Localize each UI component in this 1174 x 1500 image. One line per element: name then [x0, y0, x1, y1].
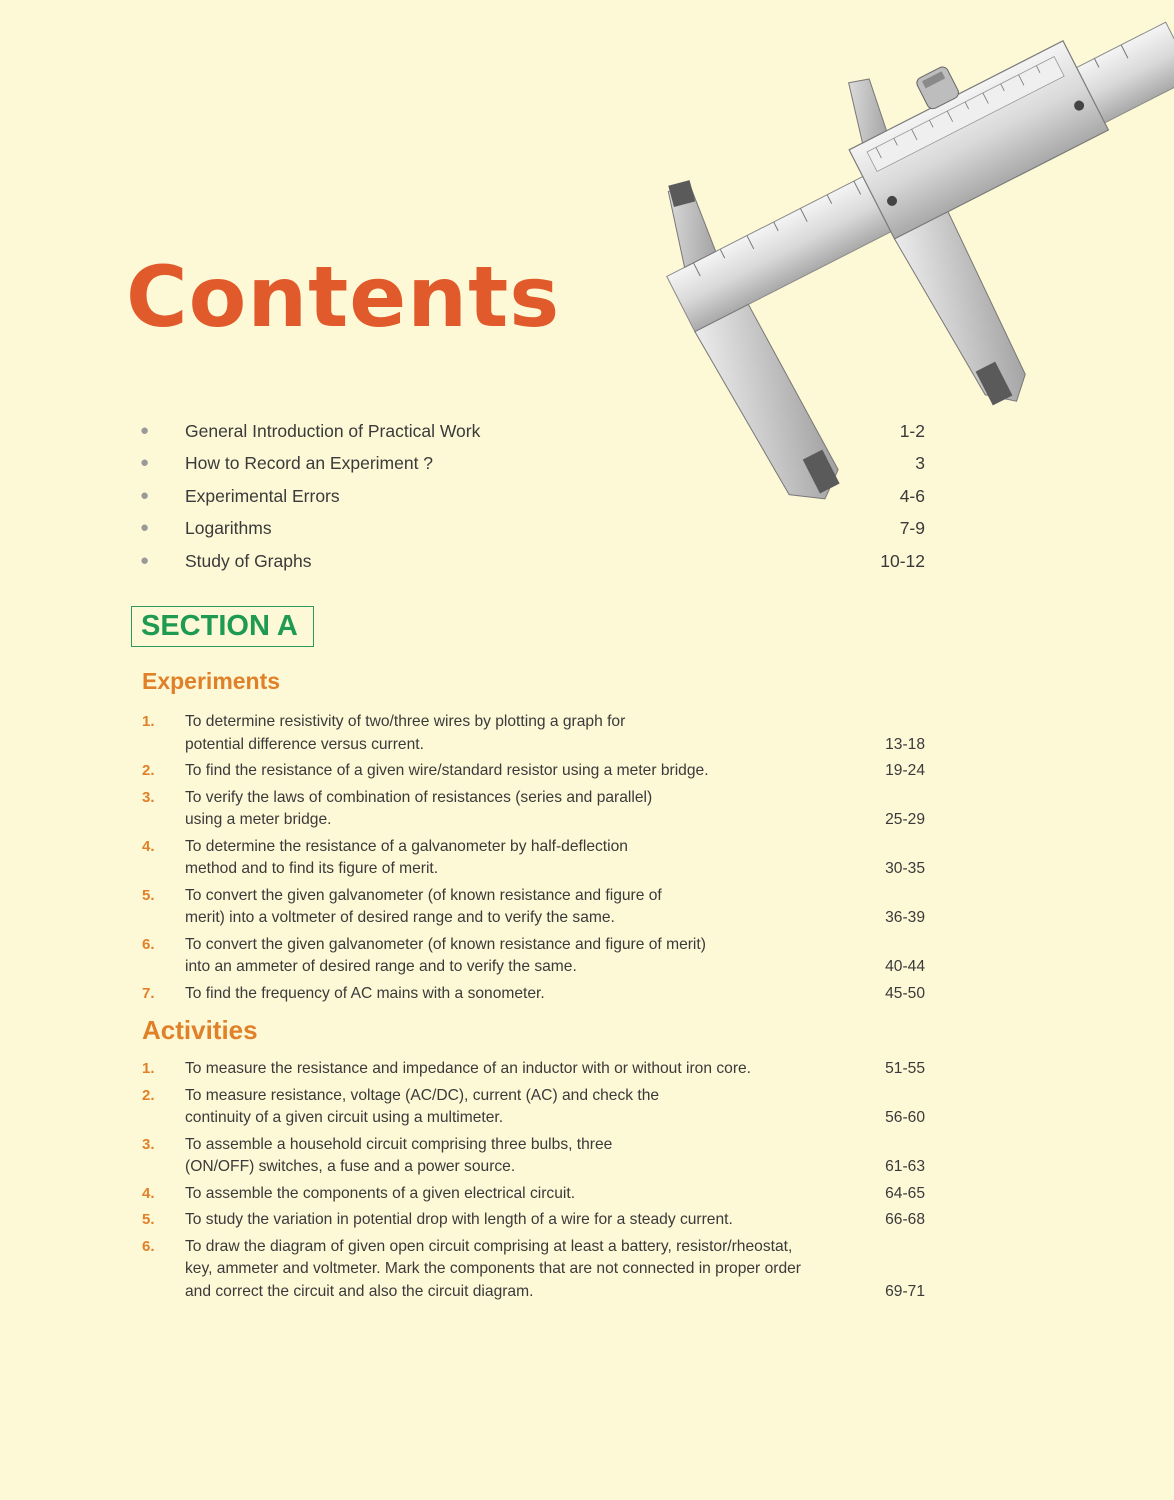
item-number: 3.	[142, 1135, 155, 1153]
list-item	[142, 836, 925, 885]
list-item	[140, 483, 925, 515]
page-number: 40-44	[885, 958, 925, 975]
section-heading: SECTION A	[131, 606, 314, 647]
list-item	[142, 934, 925, 983]
page-number: 4-6	[899, 485, 925, 506]
item-text: To study the variation in potential drop with length of a wire for a steady current.	[185, 1211, 733, 1228]
list-item	[142, 1209, 925, 1236]
item-text: To determine the resistance of a galvanometer by half-deflection method and to find its figure of merit.	[185, 837, 628, 877]
list-item	[142, 1183, 925, 1210]
list-item	[142, 711, 925, 760]
item-text: To find the frequency of AC mains with a sonometer.	[185, 984, 545, 1002]
item-number: 2.	[142, 1086, 155, 1104]
page-number: 7-9	[899, 518, 925, 539]
bullet-icon: ●	[140, 551, 150, 569]
list-item	[140, 418, 925, 450]
experiments-heading: Experiments	[142, 668, 281, 694]
list-item	[142, 787, 925, 836]
item-text: To assemble a household circuit comprising three bulbs, three (ON/OFF) switches, a fuse and a power source.	[185, 1135, 613, 1175]
item-label: How to Record an Experiment ?	[185, 453, 434, 474]
item-text: To convert the given galvanometer (of known resistance and figure of merit) into a voltmeter of desired range and to verify the same.	[185, 886, 662, 926]
item-number: 7.	[142, 984, 155, 1002]
page-number: 69-71	[885, 1282, 925, 1300]
page-number: 36-39	[885, 909, 925, 926]
item-text: To find the resistance of a given wire/standard resistor using a meter bridge.	[185, 762, 709, 779]
item-label: Logarithms	[185, 518, 272, 539]
list-item	[142, 1058, 925, 1085]
page-number: 51-55	[885, 1060, 925, 1077]
item-label: Study of Graphs	[185, 550, 312, 571]
activities-heading: Activities	[142, 1015, 258, 1045]
list-item	[140, 450, 925, 482]
page-number: 1-2	[899, 421, 925, 441]
item-text: To measure resistance, voltage (AC/DC), current (AC) and check the continuity of a given circuit using a multimeter.	[185, 1086, 660, 1126]
item-number: 1.	[142, 713, 155, 730]
list-item	[140, 515, 925, 547]
page-number: 25-29	[885, 811, 925, 828]
item-number: 6.	[142, 1237, 155, 1255]
bullet-icon: ●	[140, 486, 150, 504]
activities-list	[142, 1058, 925, 1307]
experiments-list	[142, 711, 925, 1009]
list-item	[142, 885, 925, 934]
item-text: To measure the resistance and impedance of an inductor with or without iron core.	[185, 1060, 752, 1077]
item-number: 4.	[142, 1184, 155, 1202]
page-number: 56-60	[885, 1109, 925, 1126]
item-number: 4.	[142, 837, 155, 855]
list-item	[142, 1085, 925, 1134]
item-number: 5.	[142, 886, 155, 904]
page-number: 19-24	[885, 762, 925, 779]
list-item	[142, 1236, 925, 1308]
item-number: 1.	[142, 1060, 155, 1077]
item-text: To determine resistivity of two/three wires by plotting a graph for potential difference versus current.	[185, 713, 626, 753]
page-number: 3	[915, 453, 925, 474]
page-number: 66-68	[885, 1211, 925, 1228]
item-number: 5.	[142, 1211, 155, 1228]
item-number: 6.	[142, 935, 155, 953]
item-number: 3.	[142, 788, 155, 806]
bullet-icon: ●	[140, 519, 150, 537]
item-label: Experimental Errors	[185, 485, 340, 506]
page-title: Contents	[126, 248, 561, 346]
item-label: General Introduction of Practical Work	[185, 421, 481, 441]
item-text: To verify the laws of combination of resistances (series and parallel) using a meter bridge.	[185, 788, 653, 828]
page-number: 61-63	[885, 1158, 925, 1175]
intro-list	[140, 418, 925, 580]
list-item	[142, 760, 925, 787]
page-number: 30-35	[885, 860, 925, 877]
item-number: 2.	[142, 762, 155, 779]
page-number: 45-50	[885, 984, 925, 1002]
page-number: 64-65	[885, 1184, 925, 1202]
page-number: 10-12	[880, 550, 925, 571]
list-item	[140, 548, 925, 580]
page-number: 13-18	[885, 735, 925, 753]
item-text: To convert the given galvanometer (of known resistance and figure of merit) into an ammeter of desired range and to verify the same.	[185, 935, 706, 975]
list-item	[142, 1134, 925, 1183]
bullet-icon: ●	[140, 454, 150, 472]
list-item	[142, 983, 925, 1010]
bullet-icon: ●	[140, 422, 150, 439]
item-text: To draw the diagram of given open circuit comprising at least a battery, resistor/rheostat, key, ammeter and voltmeter. Mark the components that are not connected in proper order and correct the circuit and also the circuit diagram.	[185, 1237, 801, 1300]
item-text: To assemble the components of a given electrical circuit.	[185, 1184, 576, 1202]
